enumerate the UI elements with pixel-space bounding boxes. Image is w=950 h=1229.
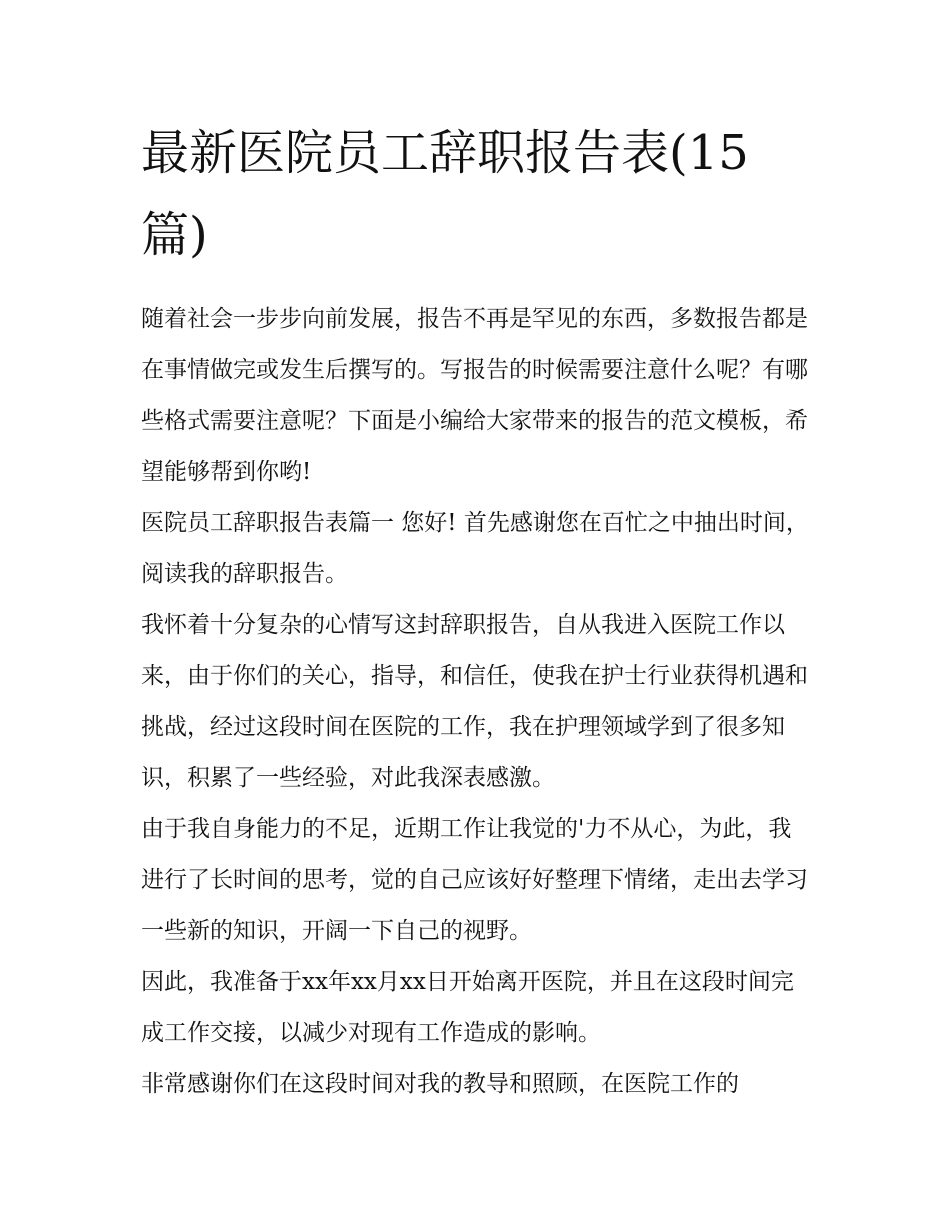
document-body	[141, 294, 813, 1110]
paragraph-greeting: 医院员工辞职报告表篇一 您好! 首先感谢您在百忙之中抽出时间，阅读我的辞职报告。	[141, 510, 809, 587]
paragraph-departure-date: 因此，我准备于xx年xx月xx日开始离开医院，并且在这段时间完成工作交接，以减少对现有工作造成的影响。	[141, 969, 794, 1046]
paragraph-reason: 由于我自身能力的不足，近期工作让我觉的'力不从心，为此，我进行了长时间的思考，觉的自己应该好好整理下情绪，走出去学习一些新的知识，开阔一下自己的视野。	[141, 816, 808, 944]
paragraph-intro: 随着社会一步步向前发展，报告不再是罕见的东西，多数报告都是在事情做完或发生后撰写的。写报告的时候需要注意什么呢？有哪些格式需要注意呢？下面是小编给大家带来的报告的范文模板，希望能够帮到你哟!	[141, 306, 808, 485]
document-page	[141, 112, 813, 1110]
document-title: 最新医院员工辞职报告表(15篇)	[141, 125, 749, 263]
paragraph-thanks: 非常感谢你们在这段时间对我的教导和照顾，在医院工作的	[141, 1071, 739, 1097]
paragraph-gratitude: 我怀着十分复杂的心情写这封辞职报告，自从我进入医院工作以来，由于你们的关心，指导，和信任，使我在护士行业获得机遇和挑战，经过这段时间在医院的工作，我在护理领域学到了很多知识，积累了一些经验，对此我深表感激。	[141, 612, 808, 791]
